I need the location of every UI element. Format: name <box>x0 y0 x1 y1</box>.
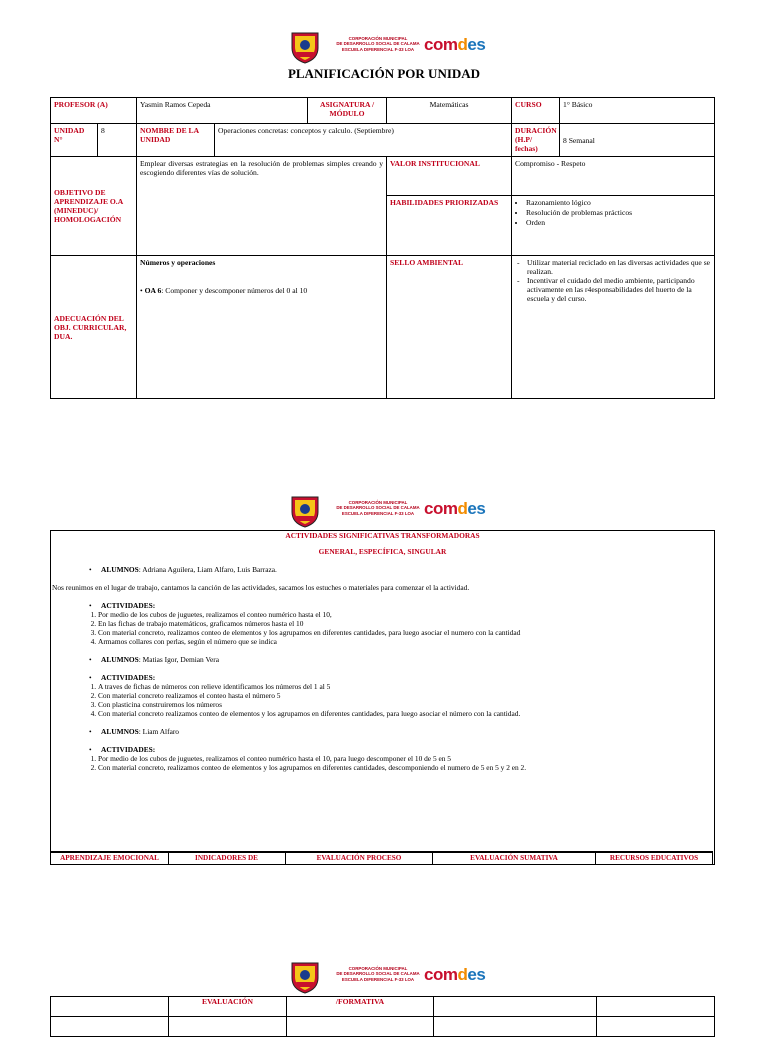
comdes-logo: comdes <box>424 965 486 984</box>
nombre-unidad-label: NOMBRE DE LA UNIDAD <box>137 124 215 157</box>
activities-body <box>53 565 712 772</box>
activity-item: 3. Con plasticina construiremos los números <box>98 700 712 709</box>
intro-text: Nos reunimos en el lugar de trabajo, cantamos la canción de las actividades, sacamos los estuches o materiales para comenzar el la actividad. <box>52 583 470 592</box>
eval-cell-empty <box>597 1017 715 1037</box>
duracion-value: 8 Semanal <box>560 124 715 157</box>
sello-label: SELLO AMBIENTAL <box>387 256 512 399</box>
evaluation-header-row <box>50 851 713 863</box>
eval-cell-empty <box>51 997 169 1017</box>
page-title: PLANIFICACIÓN POR UNIDAD <box>287 66 481 81</box>
profesor-label: PROFESOR (A) <box>51 98 137 124</box>
habilidad-item: • Orden <box>526 218 711 227</box>
nombre-unidad-value: Operaciones concretas: conceptos y calculo. (Septiembre) <box>215 124 512 157</box>
objetivo-value: Emplear diversas estrategias en la resolución de problemas simples creando y escogiendo diferentes vías de solución. <box>137 157 387 256</box>
activity-item: 4. Con material concreto realizamos conteo de elementos y los agrupamos en diferentes cantidades, para luego asociar el número con la cantidad. <box>98 709 712 718</box>
shield-icon <box>290 494 320 528</box>
activity-item: 2. En las fichas de trabajo matemáticos, graficamos números hasta el 10 <box>98 619 712 628</box>
header-logo <box>290 30 490 64</box>
eval-cell-empty <box>51 1017 169 1037</box>
shield-icon <box>290 30 320 64</box>
activities-box <box>50 530 715 865</box>
actividades-line: • ACTIVIDADES: <box>89 673 156 682</box>
objetivo-label: OBJETIVO DE APRENDIZAJE O.A (MINEDUC)/ HOMOLOGACIÓN <box>51 157 137 256</box>
curso-value: 1° Básico <box>560 98 715 124</box>
valor-label: VALOR INSTITUCIONAL <box>387 157 512 196</box>
eval-cell-empty <box>287 1017 434 1037</box>
eval-col-evaluacion: EVALUACIÓN <box>169 997 287 1017</box>
habilidades-label: HABILIDADES PRIORIZADAS <box>387 196 512 256</box>
actividades-line: • ACTIVIDADES: <box>89 601 156 610</box>
header-logo <box>290 494 490 528</box>
sello-list <box>512 256 715 399</box>
adecuacion-label: ADECUACIÓN DEL OBJ. CURRICULAR, DUA. <box>51 256 137 399</box>
comdes-logo: comdes <box>424 499 486 518</box>
activity-item: 1. Por medio de los cubos de juguetes, realizamos el conteo numérico hasta el 10, <box>98 610 712 619</box>
activities-list <box>53 754 712 772</box>
actividades-line: • ACTIVIDADES: <box>89 745 156 754</box>
sello-item: - Utilizar material reciclado en las diversas actividades que se realizan. <box>527 258 711 276</box>
asignatura-value: Matemáticas <box>387 98 512 124</box>
activities-subheader: GENERAL, ESPECÍFICA, SINGULAR <box>318 547 447 556</box>
activity-item: 2. Con material concreto, realizamos conteo de elementos y los agrupamos en diferentes cantidades, descomponiendo el numero de 5 en 5 y 2 en 2. <box>98 763 712 772</box>
habilidad-item: • Razonamiento lógico <box>526 198 711 207</box>
activity-item: 1. A traves de fichas de números con relieve identificamos los números del 1 al 5 <box>98 682 712 691</box>
activity-item: 4. Armamos collares con perlas, según el número que se indica <box>98 637 712 646</box>
activity-item: 1. Por medio de los cubos de juguetes, realizamos el conteo numérico hasta el 10, para luego descomponer el 10 de 5 en 5 <box>98 754 712 763</box>
eval-cell-empty <box>169 1017 287 1037</box>
shield-icon <box>290 960 320 994</box>
eval-cell-empty <box>434 1017 597 1037</box>
comdes-logo: comdes <box>424 35 486 54</box>
corporation-name: CORPORACIÓN MUNICIPAL DE DESARROLLO SOCIAL DE CALAMA ESCUELA DIFERENCIAL F-33 LOA <box>336 36 420 52</box>
sello-item: - Incentivar el cuidado del medio ambiente, participando activamente en las r4esponsabilidades del huerto de la escuela y del curso. <box>527 276 711 303</box>
col-aprendizaje-emocional: APRENDIZAJE EMOCIONAL <box>50 851 169 864</box>
activity-item: 2. Con material concreto realizamos el conteo hasta el número 5 <box>98 691 712 700</box>
habilidades-list <box>512 196 715 256</box>
activities-header: ACTIVIDADES SIGNIFICATIVAS TRANSFORMADORAS <box>285 531 480 540</box>
curso-label: CURSO <box>512 98 560 124</box>
planning-table <box>50 97 715 399</box>
unidad-value: 8 <box>98 124 137 157</box>
eval-col-formativa: /FORMATIVA <box>287 997 434 1017</box>
activities-list <box>53 682 712 718</box>
oa-item: • OA 6: Componer y descomponer números del 0 al 10 <box>140 286 308 295</box>
col-evaluacion-proceso: EVALUACIÓN PROCESO <box>286 851 433 864</box>
corporation-name: CORPORACIÓN MUNICIPAL DE DESARROLLO SOCIAL DE CALAMA ESCUELA DIFERENCIAL F-33 LOA <box>336 500 420 516</box>
alumnos-line: • ALUMNOS: Liam Alfaro <box>89 727 180 736</box>
activities-list <box>53 610 712 646</box>
eval-cell-empty <box>597 997 715 1017</box>
profesor-value: Yasmin Ramos Cepeda <box>137 98 308 124</box>
col-indicadores: INDICADORES DE <box>168 851 286 864</box>
unidad-label: UNIDAD N° <box>51 124 98 157</box>
adecuacion-title: Números y operaciones <box>140 258 216 267</box>
valor-value: Compromiso - Respeto <box>512 157 715 196</box>
adecuacion-content <box>137 256 387 399</box>
alumnos-line: • ALUMNOS: Matias Igor, Demian Vera <box>89 655 220 664</box>
col-evaluacion-sumativa: EVALUACIÓN SUMATIVA <box>433 851 596 864</box>
corporation-name: CORPORACIÓN MUNICIPAL DE DESARROLLO SOCIAL DE CALAMA ESCUELA DIFERENCIAL F-33 LOA <box>336 966 420 982</box>
evaluation-table <box>50 996 715 1037</box>
asignatura-label: ASIGNATURA / MÓDULO <box>308 98 387 124</box>
activity-item: 3. Con material concreto, realizamos conteo de elementos y los agrupamos en diferentes cantidades, para luego asociar el numero con la cantidad <box>98 628 712 637</box>
eval-cell-empty <box>434 997 597 1017</box>
habilidad-item: • Resolución de problemas prácticos <box>526 208 711 217</box>
alumnos-line: • ALUMNOS: Adriana Aguilera, Liam Alfaro, Luis Barraza. <box>89 565 277 574</box>
col-recursos-educativos: RECURSOS EDUCATIVOS <box>596 851 713 864</box>
duracion-label: DURACIÓN (H.P/ fechas) <box>512 124 560 157</box>
header-logo <box>290 960 490 994</box>
